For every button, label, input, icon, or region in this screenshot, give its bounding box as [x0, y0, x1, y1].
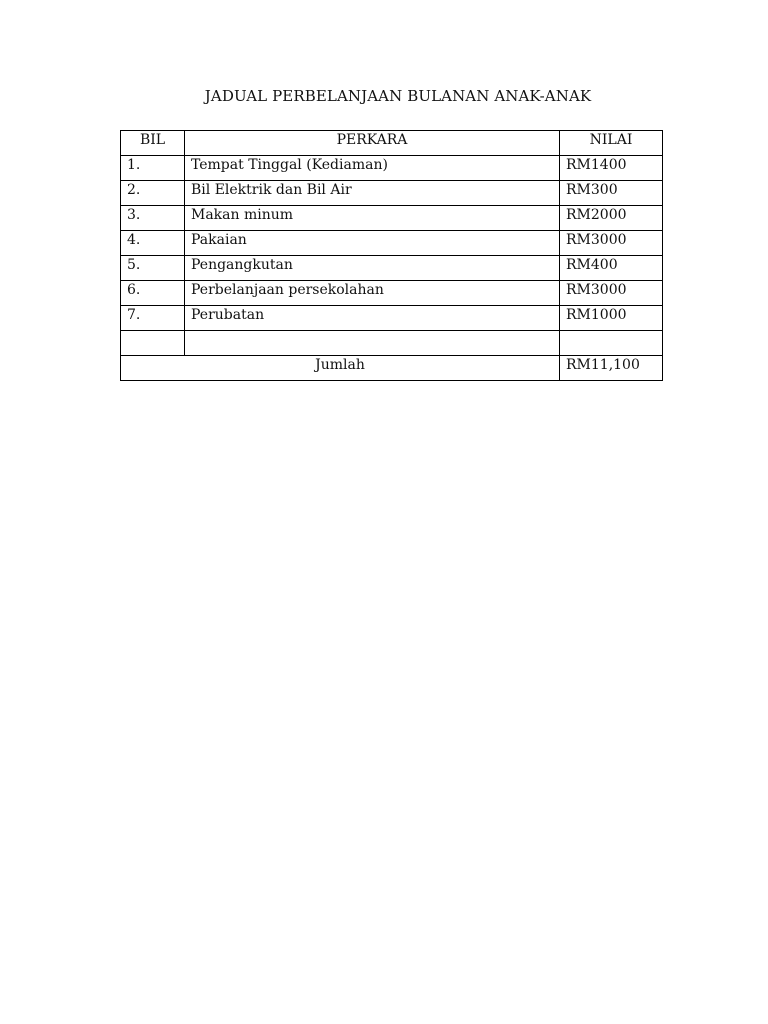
row-nilai: RM3000 — [560, 231, 663, 256]
row-bil: 6. — [121, 281, 185, 306]
table-row — [121, 306, 663, 331]
total-row — [121, 356, 663, 381]
table-row — [121, 281, 663, 306]
total-value: RM11,100 — [560, 356, 663, 381]
table-row — [121, 231, 663, 256]
row-bil: 4. — [121, 231, 185, 256]
row-perkara: Pakaian — [185, 231, 560, 256]
table-row — [121, 256, 663, 281]
row-nilai: RM300 — [560, 181, 663, 206]
row-perkara: Tempat Tinggal (Kediaman) — [185, 156, 560, 181]
row-bil: 1. — [121, 156, 185, 181]
empty-row — [121, 331, 663, 356]
table-row — [121, 206, 663, 231]
empty-cell — [560, 331, 663, 356]
row-bil: 7. — [121, 306, 185, 331]
row-perkara: Perubatan — [185, 306, 560, 331]
row-nilai: RM1400 — [560, 156, 663, 181]
table-row — [121, 156, 663, 181]
row-perkara: Makan minum — [185, 206, 560, 231]
empty-cell — [121, 331, 185, 356]
row-bil: 3. — [121, 206, 185, 231]
table-header-row — [121, 131, 663, 156]
row-perkara: Perbelanjaan persekolahan — [185, 281, 560, 306]
row-nilai: RM1000 — [560, 306, 663, 331]
row-nilai: RM400 — [560, 256, 663, 281]
row-nilai: RM2000 — [560, 206, 663, 231]
header-nilai: NILAI — [560, 131, 663, 156]
table-row — [121, 181, 663, 206]
header-bil: BIL — [121, 131, 185, 156]
row-perkara: Pengangkutan — [185, 256, 560, 281]
empty-cell — [185, 331, 560, 356]
header-perkara: PERKARA — [185, 131, 560, 156]
expense-table — [120, 130, 663, 381]
row-bil: 5. — [121, 256, 185, 281]
row-perkara: Bil Elektrik dan Bil Air — [185, 181, 560, 206]
row-bil: 2. — [121, 181, 185, 206]
row-nilai: RM3000 — [560, 281, 663, 306]
page-title: JADUAL PERBELANJAAN BULANAN ANAK-ANAK — [204, 87, 592, 105]
total-label: Jumlah — [121, 356, 560, 381]
